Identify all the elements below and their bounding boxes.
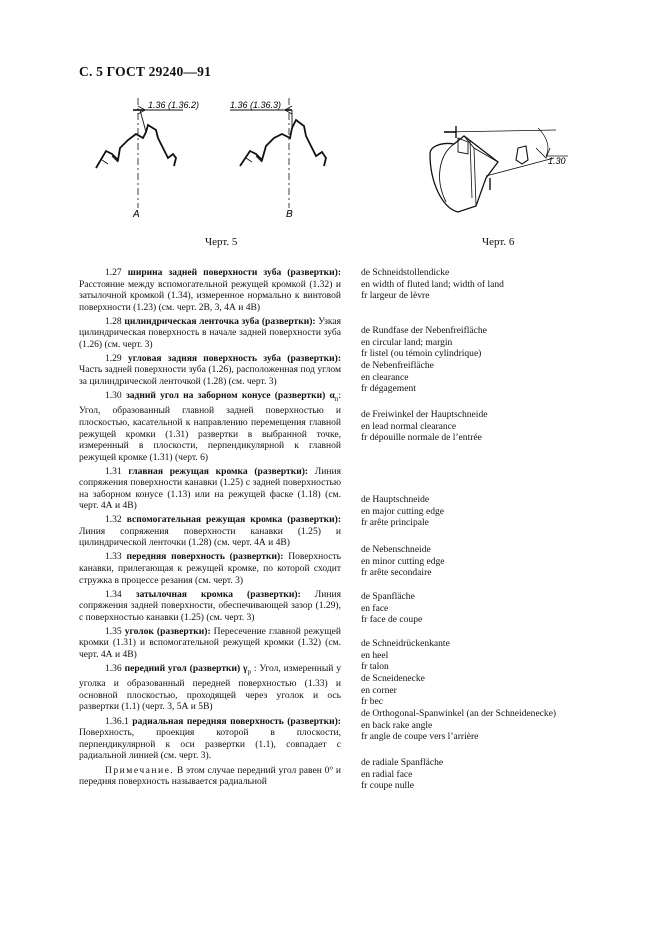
- term-1-36: 1.36 передний угол (развертки) $\gamma_p$ : Угол, измеренный у уголка и образованный передней поверхностью (1.33) и основной плоскостью, проходящей через уголок и ось развертки (1.1) (черт. 3, 5А и 5В): [79, 662, 341, 713]
- translations-1-31: de Hauptschneide en major cutting edge fr arête principale: [361, 494, 444, 529]
- figure-5b-ref: 1.36 (1.36.3): [230, 100, 282, 110]
- term-1-36-1: 1.36.1 радиальная передняя поверхность (развертки): Поверхность, проекция которой в плоскости, перпендикулярной к оси развертки (1.1), совпадает с радиальной линией (см. черт. 3).: [79, 715, 341, 762]
- term-1-33: 1.33 передняя поверхность (развертки): Поверхность канавки, прилегающая к режущей кромке, по которой сходит стружка в процессе резания (см. черт. 3): [79, 551, 341, 586]
- figure-5-drawing: [88, 88, 338, 228]
- note: Примечание. В этом случае передний угол равен 0° и передняя поверхность называется радиальной: [79, 764, 341, 788]
- figure-5-caption: Черт. 5: [205, 236, 238, 248]
- translations-1-27: de Schneidstollendicke en width of fluted land; width of land fr largeur de lèvre: [361, 267, 504, 302]
- figure-6-ref: 1.30: [548, 156, 566, 166]
- figure-5a: [96, 98, 183, 208]
- translations-1-33: de Spanfläche en face fr face de coupe: [361, 591, 423, 626]
- definitions-column: [79, 267, 341, 790]
- figure-6-caption: Черт. 6: [482, 236, 515, 248]
- translations-1-28: de Rundfase der Nebenfreifläche en circular land; margin fr listel (ou témoin cylindrique): [361, 325, 487, 360]
- figure-6-drawing: [428, 118, 588, 228]
- translations-1-32: de Nebenschneide en minor cutting edge fr arête secondaire: [361, 544, 445, 579]
- translations-1-36-1: de radiale Spanfläche en radial face fr coupe nulle: [361, 757, 444, 792]
- translations-1-35: de Sсneidenecke en corner fr bec: [361, 673, 425, 708]
- page-header: С. 5 ГОСТ 29240—91: [79, 64, 212, 79]
- translations-1-30: de Freiwinkel der Hauptschneide en lead normal clearance fr dépouille normale de l’entrée: [361, 409, 488, 444]
- figure-5b: [230, 98, 326, 208]
- figure-5b-label: В: [286, 209, 293, 220]
- translations-1-34: de Schneidrückenkante en heel fr talon: [361, 638, 450, 673]
- term-1-35: 1.35 уголок (развертки): Пересечение главной режущей кромки (1.31) и вспомогательной режущей кромки (1.32) (см. черт. 4А и 4В): [79, 625, 341, 660]
- figure-5a-ref: 1.36 (1.36.2): [148, 100, 200, 110]
- translations-1-36: de Orthogonal-Spanwinkel (an der Schneidenecke) en back rake angle fr angle de coupe vers l’arrière: [361, 708, 557, 743]
- translations-1-29: de Nebenfreifläche en clearance fr dégagement: [361, 360, 434, 395]
- term-1-34: 1.34 затылочная кромка (развертки): Линия сопряжения задней поверхности, обеспечивающей зазор (1.29), с поверхностью канавки (1.25) (см. черт. 3): [79, 588, 341, 623]
- term-1-29: 1.29 угловая задняя поверхность зуба (развертки): Часть задней поверхности зуба (1.26), расположенная под углом за цилиндрической ленточкой (1.28) (см. черт. 3): [79, 352, 341, 387]
- term-1-31: 1.31 главная режущая кромка (развертки): Линия сопряжения поверхности канавки (1.25) с задней поверхностью на заборном конусе (1.13) или на режущей фаске (1.18) (см. черт. 4А и 4В): [79, 465, 341, 512]
- figure-5a-label: А: [133, 209, 140, 220]
- term-1-30: 1.30 задний угол на заборном конусе (развертки) $\alpha_n$: Угол, образованный главной задней поверхностью и плоскостью, касательной к направлению перемещения главной режущей кромки (1.31) развертки в выбранной точке, измеренный в плоскости, перпендикулярной к главной режущей кромке (1.31) (черт. 6): [79, 389, 341, 463]
- term-1-28: 1.28 цилиндрическая ленточка зуба (развертки): Узкая цилиндрическая поверхность в начале задней поверхности зуба (1.26) (см. черт. 3): [79, 315, 341, 350]
- term-1-32: 1.32 вспомогательная режущая кромка (развертки): Линия сопряжения поверхности канавки (1.25) и цилиндрической ленточки (1.28) (см. черт. 4А и 4В): [79, 514, 342, 549]
- term-1-27: 1.27 ширина задней поверхности зуба (развертки): Расстояние между вспомогательной режущей кромкой (1.32) и затылочной кромкой (1.34), измеренное нормально к винтовой поверхности (1.23) (см. черт. 2В, 3, 4А и 4В): [79, 267, 342, 313]
